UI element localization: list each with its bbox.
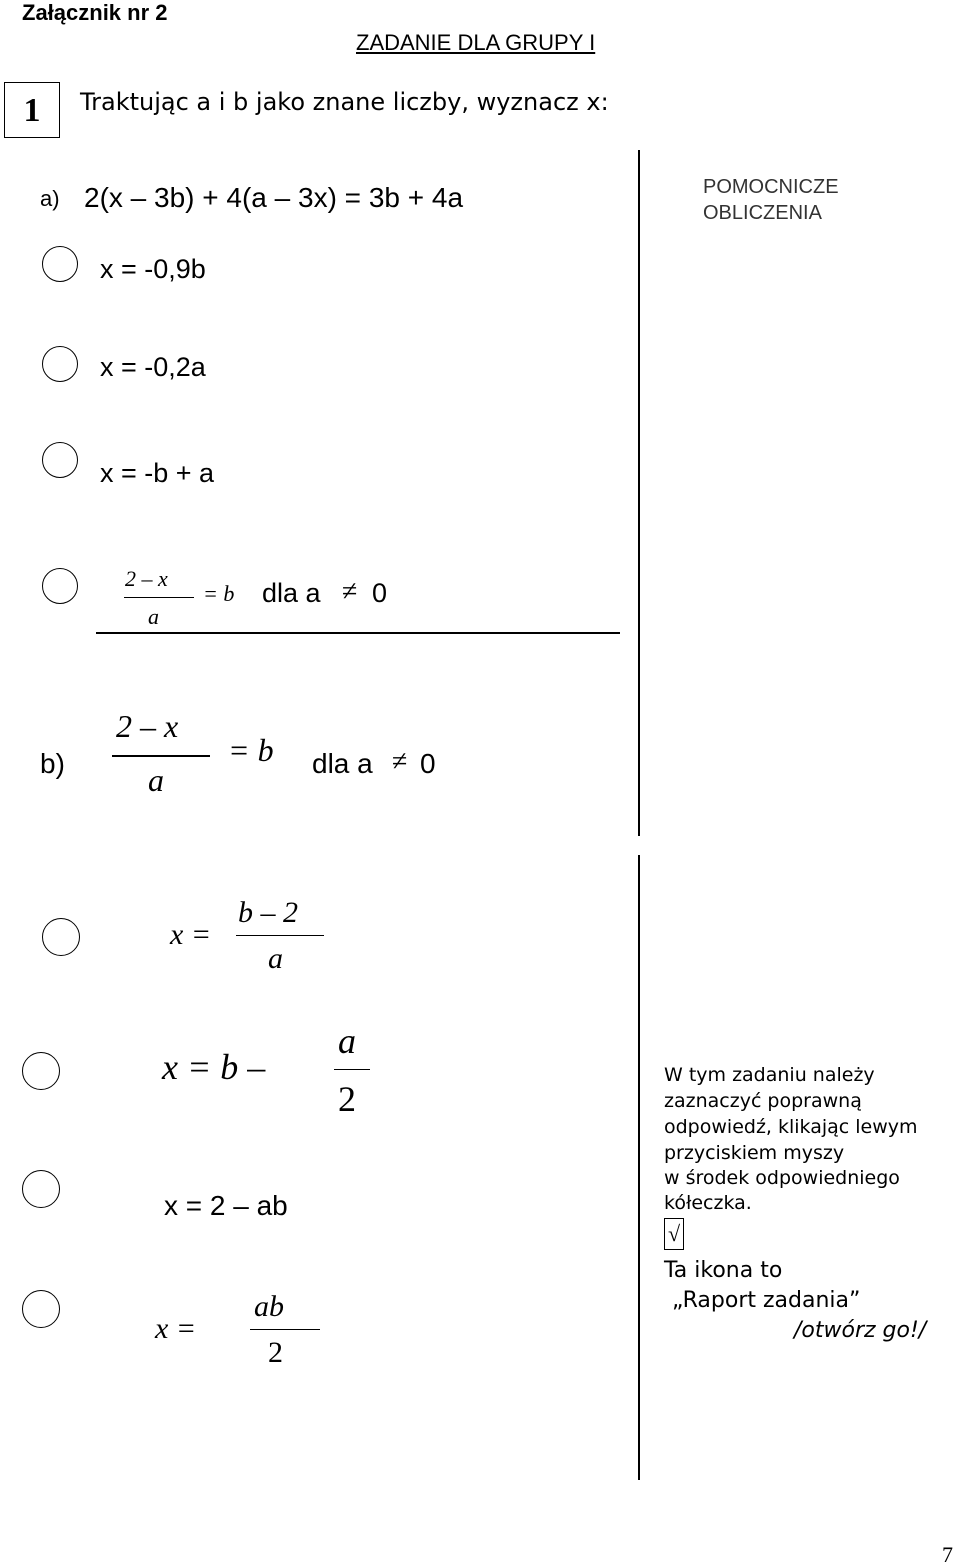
answer-a1-radio[interactable] [42,246,78,282]
part-b-denominator: a [148,762,164,798]
answer-b2-radio[interactable] [22,1052,60,1090]
answer-b3-radio[interactable] [22,1170,60,1208]
part-b-condition: dla a [312,748,373,779]
part-b-equals: = b [228,732,274,768]
answer-b2-denominator: 2 [338,1079,356,1119]
answer-a4-numerator: 2 – x [125,566,168,591]
help-line-1: W tym zadaniu należy [664,1064,875,1086]
answer-a4-radio[interactable] [42,568,78,604]
help-line-6: kółeczka. [664,1192,752,1214]
answer-a4-fraction-bar [124,597,194,598]
report-title: „Raport zadania” [672,1288,861,1313]
answer-a4-zero: 0 [372,578,388,608]
part-a-label: a) [40,186,60,211]
answer-a4-neq: ≠ [342,576,358,607]
answer-a3-radio[interactable] [42,442,78,478]
attachment-title: Załącznik nr 2 [22,0,168,25]
divider-lower [638,855,640,1480]
answer-a4-denominator: a [148,604,159,629]
answer-a1-text: x = -0,9b [100,254,206,284]
help-line-2: zaznaczyć poprawną [664,1090,862,1112]
report-check-icon[interactable] [664,1218,684,1250]
answer-b2-numerator: a [338,1021,356,1061]
report-link[interactable]: /otwórz go!/ [794,1318,927,1343]
helper-heading-line2: OBLICZENIA [703,202,822,224]
part-a-equation: 2(x – 3b) + 4(a – 3x) = 3b + 4a [84,182,464,213]
answer-b4-numerator: ab [254,1290,284,1323]
answer-b3-text: x = 2 – ab [164,1190,288,1221]
answer-b4-lhs: x = [155,1312,197,1345]
part-b-zero: 0 [420,748,436,779]
answer-a3-text: x = -b + a [100,458,215,488]
task-number: 1 [23,92,41,129]
answer-a4-condition: dla a [262,578,321,608]
help-line-3: odpowiedź, klikając lewym [664,1116,918,1138]
report-check-symbol: √ [667,1221,681,1246]
answer-b2-fraction-bar [334,1069,370,1070]
part-b-fraction-bar [112,755,210,757]
part-b-numerator: 2 – x [116,708,179,744]
part-a-separator [96,632,620,634]
group-title: ZADANIE DLA GRUPY I [356,30,596,55]
answer-b1-denominator: a [268,942,283,975]
report-intro: Ta ikona to [664,1258,783,1283]
answer-b1-fraction-bar [236,935,324,936]
answer-b4-denominator: 2 [268,1336,283,1369]
page-number: 7 [942,1542,953,1567]
answer-b4-radio[interactable] [22,1290,60,1328]
answer-b2-lhs: x = b – [162,1047,266,1087]
answer-b4-fraction-bar [250,1329,320,1330]
part-b-neq: ≠ [392,746,408,777]
helper-heading-line1: POMOCNICZE [703,176,839,198]
task-instruction: Traktując a i b jako znane liczby, wyznacz x: [80,88,609,116]
answer-b1-lhs: x = [170,918,212,951]
help-line-4: przyciskiem myszy [664,1142,845,1164]
answer-a2-text: x = -0,2a [100,352,206,382]
answer-b1-radio[interactable] [42,918,80,956]
answer-b1-numerator: b – 2 [238,896,298,929]
part-b-label: b) [40,748,65,779]
divider-upper [638,150,640,836]
help-line-5: w środek odpowiedniego [664,1167,900,1189]
task-number-box [4,82,60,138]
answer-a4-equals: = b [203,581,235,606]
answer-a2-radio[interactable] [42,346,78,382]
